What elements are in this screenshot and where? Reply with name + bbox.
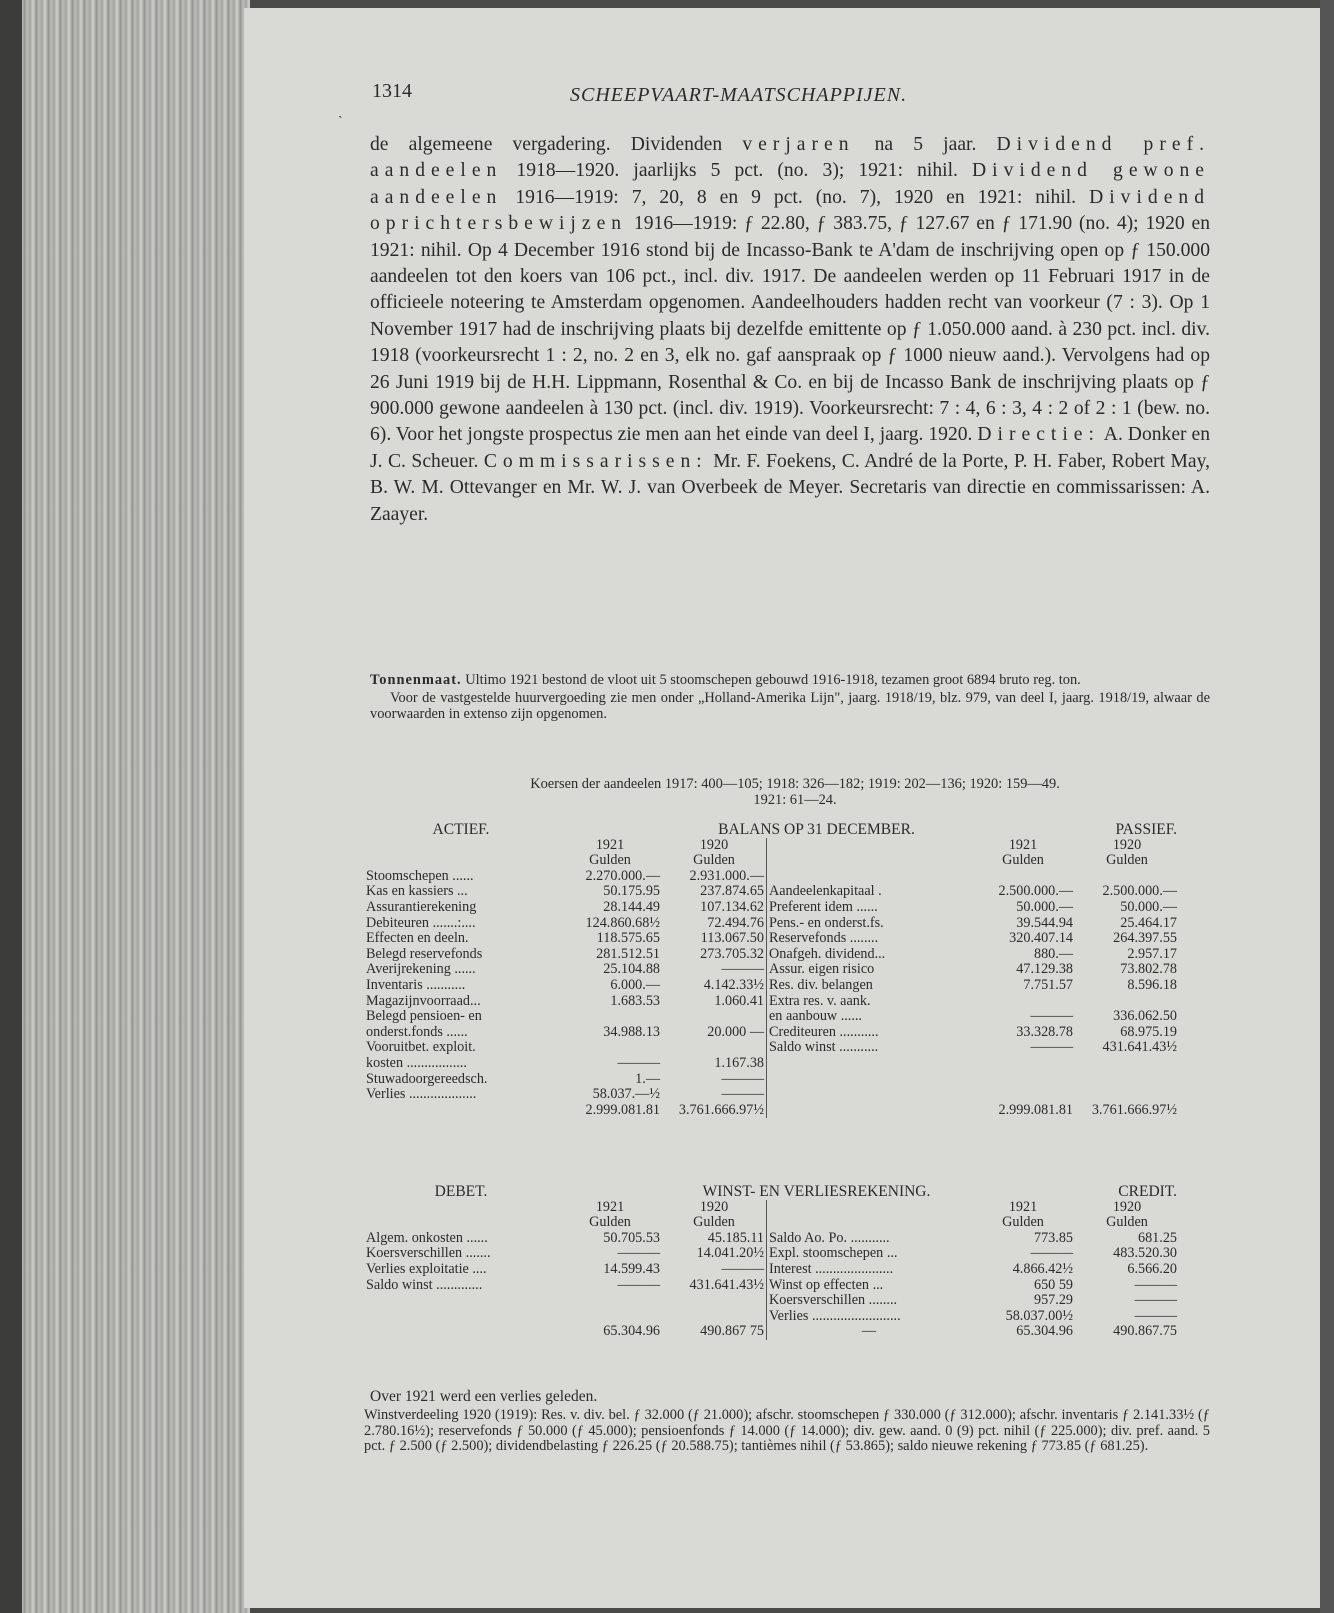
value-1921: ——— [1030,1245,1073,1262]
value-1921: 39.544.94 [1016,914,1073,931]
row-label: Saldo Ao. Po. ........... [769,1229,890,1246]
running-head: SCHEEPVAART-MAATSCHAPPIJEN. [570,84,908,106]
value-1920: 1.167.38 [662,1056,767,1072]
value-1920: 25.464.17 [1120,914,1177,931]
balans-left-total-1920: 3.761.666.97½ [662,1103,767,1119]
table-row [364,1009,1179,1025]
value-1921: 880.— [1033,945,1073,962]
row-label: Koersverschillen ....... [366,1245,491,1262]
row-label: Stoomschepen ...... [366,867,474,884]
value-1920 [1075,994,1179,1010]
value-1921: 34.988.13 [603,1023,660,1040]
value-1920: 1.060.41 [662,994,767,1010]
spaced-term: verjaren [742,134,855,155]
value-1921: 28.144.49 [603,898,660,915]
text-run: 1918—1920. jaarlijks 5 pct. (no. 3); 1921: nihil. [502,160,973,182]
book-page-edges [0,0,250,1613]
row-label: Pens.- en onderst.fs. [769,914,884,931]
table-row [364,1309,1179,1325]
row-label: Debiteuren .......:.... [366,914,476,931]
table-row [364,994,1179,1010]
balans-left-title: ACTIEF. [432,821,490,838]
row-label: kosten ................. [366,1054,467,1071]
value-1920: 431.641.43½ [1102,1039,1177,1056]
table-row [364,1278,1179,1294]
value-1920: 264.397.55 [1113,930,1177,947]
value-1921: ——— [617,1276,660,1293]
row-label: Effecten en deeln. [366,930,469,947]
margin-mark: ˏ [338,104,343,119]
value-1920: 20.000 — [662,1025,767,1041]
row-label [364,1293,558,1309]
row-label: Winst op effecten ... [769,1276,884,1293]
winst-right-title: CREDIT. [1118,1183,1177,1200]
value-1921: 50.175.95 [603,883,660,900]
row-label: Crediteuren ........... [769,1023,879,1040]
value-1920: 45.185.11 [662,1231,767,1247]
tonnenmaat-paragraph [370,672,1210,688]
value-1921: 118.575.65 [596,930,660,947]
value-1920: ——— [662,1262,767,1278]
text-run: de algemeene vergadering. Dividenden [370,134,743,155]
balans-right-total-1920: 3.761.666.97½ [1091,1101,1177,1118]
table-row [364,1056,1179,1072]
value-1920: 8.596.18 [1127,976,1177,993]
spaced-term: Commissarissen: [483,450,708,472]
value-1921: ——— [617,1054,660,1071]
value-1921: 320.407.14 [1009,930,1073,947]
value-1921: 7.751.57 [1023,976,1073,993]
unit-header: Gulden [1106,852,1148,869]
unit-header: Gulden [1106,1214,1148,1231]
table-row [364,1040,1179,1056]
row-label [767,1087,972,1103]
value-1921: ——— [617,1245,660,1262]
value-1921: 50.000.— [1016,898,1073,915]
winst-right-total-1921: 65.304.96 [1016,1323,1073,1340]
table-row [364,1246,1179,1262]
row-label: Preferent idem ...... [769,898,878,915]
value-1921: ——— [1030,1039,1073,1056]
row-label: Expl. stoomschepen ... [769,1245,898,1262]
body-text [370,132,1210,528]
table-row [364,978,1179,994]
value-1920 [662,1009,767,1025]
spaced-term: Dividend oprichtersbewijzen [370,186,1210,235]
text-run: 1916—1919: ƒ 22.80, ƒ 383.75, ƒ 127.67 en ƒ 171.90 (no. 4); 1920 en 1921: nihil. Op 4 December 1916 stond bij de Incasso-Bank te A'dam de inschrijving open op ƒ 150.000 aandeelen tot den koers van 106 pct., incl. div. 1917. De aandeelen werden op 11 Februari 1917 in de officieele noteering te Amsterdam opgenomen. Aandeelhouders hadden recht van voorkeur (7 : 3). Op 1 November 1917 had de inschrijving plaats bij dezelfde emittente op ƒ 1.050.000 aand. à 230 pct. incl. div. 1918 (voorkeursrecht 1 : 2, no. 2 en 3, elk no. gaf aanspraak op ƒ 1000 nieuw aand.). Vervolgens had op 26 Juni 1919 bij de H.H. Lippmann, Rosenthal & Co. en bij de Incasso Bank de inschrijving plaats op ƒ 900.000 gewone aandeelen à 130 pct. (incl. div. 1919). Voorkeursrecht: 7 : 4, 6 : 3, 4 : 2 of 2 : 1 (bew. no. 6). Voor het jongste prospectus zie men aan het einde van deel I, jaarg. 1920. [370,213,1210,446]
spaced-term: Dividend pref. aandeelen [370,134,1210,182]
row-label [767,1072,972,1088]
body-paragraph [370,132,1210,528]
huur-paragraph: Voor de vastgestelde huurvergoeding zie men onder „Holland-Amerika Lijn", jaarg. 1918/19, blz. 979, van deel I, jaarg. 1918/19, alwaar de voorwaarden in extenso zijn opgenomen. [370,690,1210,722]
value-1921: 650 59 [1033,1276,1073,1293]
value-1920: ——— [662,1087,767,1103]
value-1921: 2.500.000.— [998,883,1073,900]
value-1921: 124.860.68½ [585,914,660,931]
value-1920: 107.134.62 [662,900,767,916]
row-label: onderst.fonds ...... [366,1023,468,1040]
value-1921: 1.683.53 [610,992,660,1009]
winst-dash: — [861,1323,877,1340]
table-row [364,1072,1179,1088]
table-row [364,869,1179,885]
unit-header: Gulden [589,852,631,869]
balans-right-total-1921: 2.999.081.81 [998,1101,1073,1118]
table-row [364,931,1179,947]
winstverdeeling-paragraph: Winstverdeeling 1920 (1919): Res. v. div. bel. ƒ 32.000 (ƒ 21.000); afschr. stoomschepen ƒ 330.000 (ƒ 312.000); afschr. inventaris ƒ 2.141.33½ (ƒ 2.780.16½); reservefonds ƒ 50.000 (ƒ 45.000); pensioenfonds ƒ 14.000 (ƒ 14.000); div. gew. aand. 0 (9) pct. nihil (ƒ 225.000); div. pref. aand. 5 pct. ƒ 2.500 (ƒ 2.500); dividendbelasting ƒ 226.25 (ƒ 20.588.75); tantièmes nihil (ƒ 53.865); saldo nieuwe rekening ƒ 773.85 (ƒ 681.25). [364,1407,1210,1455]
value-1920 [1075,869,1179,885]
value-1920: 431.641.43½ [662,1278,767,1294]
table-row [364,1025,1179,1041]
row-label: Res. div. belangen [769,976,873,993]
text-run: Mr. F. Foekens, C. André de la Porte, P. H. Faber, Robert May, B. W. M. Ottevanger en Mr. W. J. van Overbeek de Meyer. Secretaris van directie en commissarissen: A. Zaayer. [370,450,1211,525]
value-1921: 6.000.— [610,976,660,993]
value-1920: 2.931.000.— [662,869,767,885]
value-1920: 14.041.20½ [662,1246,767,1262]
value-1920 [662,1040,767,1056]
unit-header: Gulden [589,1214,631,1231]
table-row [364,900,1179,916]
year-header: 1920 [1112,1198,1142,1215]
table-row [364,884,1179,900]
value-1920: 273.705.32 [662,947,767,963]
value-1920: 681.25 [1137,1229,1177,1246]
row-label: Kas en kassiers ... [366,883,468,900]
table-row [364,916,1179,932]
winst-left-total-1920: 490.867 75 [662,1324,767,1340]
winst-left-title: DEBET. [434,1183,488,1200]
value-1920: 4.142.33½ [662,978,767,994]
balans-title: BALANS OP 31 DECEMBER. [718,821,915,838]
value-1921: 281.512.51 [596,945,660,962]
row-label: Verlies exploitatie .... [366,1260,487,1277]
value-1920: 50.000.— [1120,898,1177,915]
row-label: Verlies ................... [366,1086,477,1103]
unit-header: Gulden [1002,852,1044,869]
text-run: 1916—1919: 7, 20, 8 en 9 pct. (no. 7), 1920 en 1921: nihil. [502,186,1090,208]
row-label: Vooruitbet. exploit. [366,1039,476,1056]
value-1921: 33.328.78 [1016,1023,1073,1040]
value-1920 [662,1293,767,1309]
value-1920: 113.067.50 [662,931,767,947]
balans-table [364,822,1179,1118]
value-1920: 72.494.76 [662,916,767,932]
value-1921: 1.— [635,1070,660,1087]
value-1921 [971,994,1075,1010]
row-label: Saldo winst ........... [769,1039,879,1056]
row-label: Stuwadoorgereedsch. [366,1070,488,1087]
text-run: A. Donker en J. C. Scheuer. [370,424,1210,472]
koersen-section [380,776,1210,808]
row-label: Interest ...................... [769,1260,894,1277]
table-row [364,1087,1179,1103]
year-header: 1920 [1112,836,1142,853]
value-1920 [1075,1072,1179,1088]
value-1921: 25.104.88 [603,961,660,978]
value-1921 [971,1056,1075,1072]
table-row [364,962,1179,978]
year-header: 1921 [595,1198,625,1215]
koersen-line1: Koersen der aandeelen 1917: 400—105; 1918: 326—182; 1919: 202—136; 1920: 159—49. [530,776,1060,792]
row-label: Inventaris ........... [366,976,466,993]
table-row [364,1262,1179,1278]
value-1920: 6.566.20 [1127,1260,1177,1277]
table-row [364,947,1179,963]
book-spine-shadow [0,0,22,1613]
year-header: 1920 [662,1200,767,1216]
row-label [767,1056,972,1072]
text-run: na 5 jaar. [854,134,997,155]
value-1921: 58.037.—½ [592,1086,660,1103]
row-label: Saldo winst ............. [366,1276,483,1293]
value-1920: ——— [1134,1276,1177,1293]
unit-header: Gulden [662,853,767,869]
value-1921: 2.270.000.— [585,867,660,884]
row-label: Magazijnvoorraad... [366,992,481,1009]
row-label: Belegd pensioen- en [366,1008,482,1025]
balans-right-title: PASSIEF. [1115,821,1177,838]
row-label: Reservefonds ........ [769,930,879,947]
value-1920 [1075,1056,1179,1072]
row-label: Koersverschillen ........ [769,1292,898,1309]
year-header: 1921 [595,836,625,853]
value-1920: ——— [1134,1292,1177,1309]
spaced-term: Dividend gewone aandeelen [370,160,1210,208]
row-label: en aanbouw ...... [769,1008,862,1025]
year-header: 1921 [1008,836,1038,853]
spaced-term: Directie: [977,424,1100,446]
row-label: Algem. onkosten ...... [366,1229,488,1246]
value-1921 [558,1040,662,1056]
value-1921: 957.29 [1033,1292,1073,1309]
tonnenmaat-section [370,672,1210,723]
value-1920 [1075,1087,1179,1103]
value-1921: 58.037.00½ [1005,1307,1073,1324]
value-1921: ——— [1030,1008,1073,1025]
value-1920 [662,1309,767,1325]
row-label: Verlies ......................... [769,1307,901,1324]
value-1920: 336.062.50 [1113,1008,1177,1025]
right-page-edge [1320,0,1334,1613]
value-1920: 2.957.17 [1127,945,1177,962]
value-1920: 237.874.65 [662,884,767,900]
value-1921: 50.705.53 [603,1229,660,1246]
value-1921 [558,1293,662,1309]
value-1921 [558,1009,662,1025]
value-1920: ——— [662,962,767,978]
winst-table [364,1184,1179,1340]
row-label: Aandeelenkapitaal . [769,883,882,900]
value-1920: 73.802.78 [1120,961,1177,978]
value-1921: 4.866.42½ [1012,1260,1073,1277]
value-1920: ——— [662,1072,767,1088]
value-1921 [971,1087,1075,1103]
value-1921: 14.599.43 [603,1260,660,1277]
row-label: Belegd reservefonds [366,945,483,962]
row-label: Assur. eigen risico [769,961,875,978]
row-label: Extra res. v. aank. [769,992,871,1009]
value-1921 [971,869,1075,885]
koersen-line2: 1921: 61—24. [753,792,837,808]
year-header: 1921 [1008,1198,1038,1215]
row-label [364,1309,558,1325]
year-header: 1920 [662,838,767,854]
row-label: Onafgeh. dividend... [769,945,886,962]
value-1921: 47.129.38 [1016,961,1073,978]
row-label: Assurantierekening [366,898,477,915]
value-1920: ——— [1134,1307,1177,1324]
page-number: 1314 [372,80,412,102]
winst-title: WINST- EN VERLIESREKENING. [702,1183,931,1200]
balans-left-total-1921: 2.999.081.81 [585,1101,660,1118]
verlies-note: Over 1921 werd een verlies geleden. [370,1388,598,1405]
unit-header: Gulden [1002,1214,1044,1231]
tonnenmaat-label: Tonnenmaat. [370,672,462,688]
value-1921 [558,1309,662,1325]
row-label [767,869,972,885]
table-row [364,1293,1179,1309]
value-1920: 68.975.19 [1120,1023,1177,1040]
value-1920: 2.500.000.— [1102,883,1177,900]
row-label: Averijrekening ...... [366,961,476,978]
unit-header: Gulden [662,1215,767,1231]
value-1920: 483.520.30 [1113,1245,1177,1262]
table-row [364,1231,1179,1247]
tonnenmaat-text: Ultimo 1921 bestond de vloot uit 5 stoomschepen gebouwd 1916-1918, tezamen groot 6894 bruto reg. ton. [461,672,1081,688]
value-1921 [971,1072,1075,1088]
value-1921: 773.85 [1033,1229,1073,1246]
winst-left-total-1921: 65.304.96 [603,1323,660,1340]
winst-right-total-1920: 490.867.75 [1113,1323,1177,1340]
